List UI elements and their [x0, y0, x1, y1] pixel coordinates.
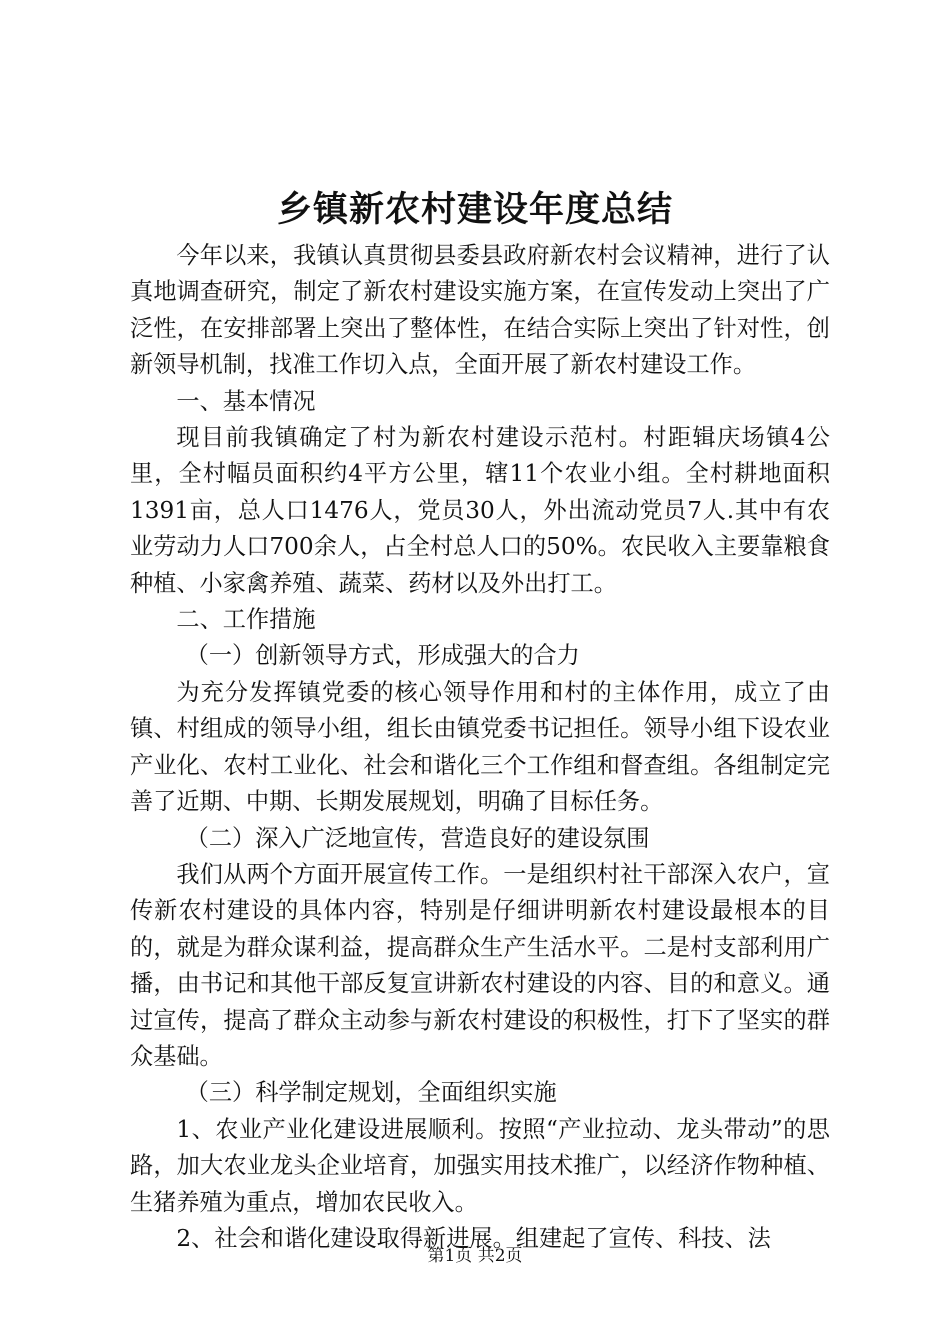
section-heading-basic-situation: 一、基本情况 [176, 387, 316, 415]
paragraph-leadership: 为充分发挥镇党委的核心领导作用和村的主体作用，成立了由镇、村组成的领导小组，组长由镇党委书记担任。领导小组下设农业产业化、农村工业化、社会和谐化三个工作组和督查组。各组制定完善了近期、中期、长期发展规划，明确了目标任务。 [130, 678, 830, 816]
paragraph-agriculture: 1、农业产业化建设进展顺利。按照“产业拉动、龙头带动”的思路，加大农业龙头企业培育，加强实用技术推广，以经济作物种植、生猪养殖为重点，增加农民收入。 [130, 1115, 830, 1216]
paragraph-social-harmony: 2、社会和谐化建设取得新进展。组建起了宣传、科技、法 [176, 1224, 771, 1252]
paragraph-intro: 今年以来，我镇认真贯彻县委县政府新农村会议精神，进行了认真地调查研究，制定了新农村建设实施方案，在宣传发动上突出了广泛性，在安排部署上突出了整体性，在结合实际上突出了针对性，创新领导机制，找准工作切入点，全面开展了新农村建设工作。 [130, 242, 830, 379]
document-title: 乡镇新农村建设年度总结 [276, 189, 673, 230]
subheading-planning: （三）科学制定规划，全面组织实施 [185, 1079, 557, 1107]
subheading-leadership: （一）创新领导方式，形成强大的合力 [185, 642, 580, 670]
document-body [130, 238, 830, 1257]
section-heading-work-measures: 二、工作措施 [176, 606, 316, 634]
page-footer: 第1页 共2页 [427, 1246, 523, 1266]
subheading-publicity: （二）深入广泛地宣传，营造良好的建设氛围 [185, 824, 650, 852]
paragraph-basic-situation: 现目前我镇确定了村为新农村建设示范村。村距辑庆场镇4公里，全村幅员面积约4平方公里，辖11个农业小组。全村耕地面积1391亩，总人口1476人，党员30人，外出流动党员7人.其中有农业劳动力人口700余人，占全村总人口的50%。农民收入主要靠粮食种植、小家禽养殖、蔬菜、药材以及外出打工。 [130, 424, 830, 597]
paragraph-publicity: 我们从两个方面开展宣传工作。一是组织村社干部深入农户，宣传新农村建设的具体内容，特别是仔细讲明新农村建设最根本的目的，就是为群众谋利益，提高群众生产生活水平。二是村支部利用广播，由书记和其他干部反复宣讲新农村建设的内容、目的和意义。通过宣传，提高了群众主动参与新农村建设的积极性，打下了坚实的群众基础。 [130, 860, 830, 1070]
